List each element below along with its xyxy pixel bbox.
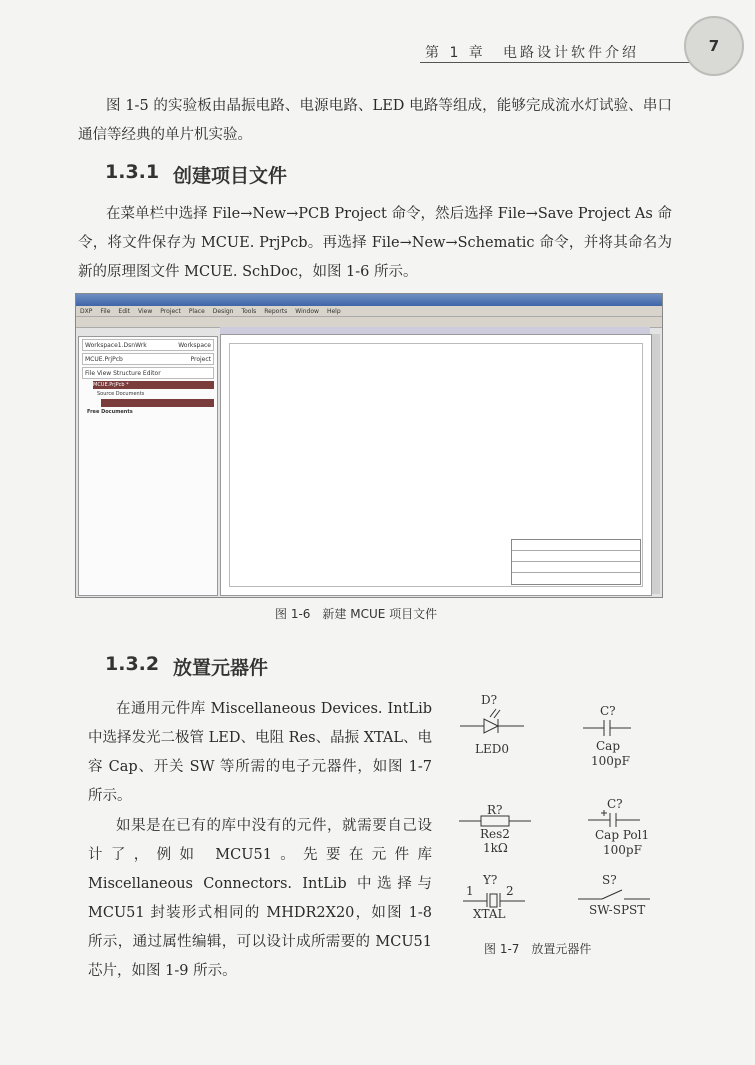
project-label: MCUE.PrjPcb <box>85 355 123 363</box>
menu-item[interactable]: Design <box>212 307 234 315</box>
window-titlebar <box>76 294 662 306</box>
workspace-button[interactable]: Workspace <box>178 341 211 349</box>
switch-symbol <box>578 886 650 904</box>
menu-item[interactable]: File <box>100 307 111 315</box>
cappol-name: Cap Pol1 <box>595 828 650 842</box>
sw-ref: S? <box>602 873 617 887</box>
tree-item-source-label: Source Documents <box>97 391 145 397</box>
menu-item[interactable]: View <box>138 307 153 315</box>
section-1-number: 1.3.1 <box>105 161 160 183</box>
section-1-title: 创建项目文件 <box>173 165 288 187</box>
chapter-label: 第 1 章 <box>425 45 486 61</box>
section-2-number: 1.3.2 <box>105 653 160 675</box>
figure-1-7-caption: 图 1-7 放置元器件 <box>484 942 592 956</box>
menu-item[interactable]: Reports <box>264 307 288 315</box>
xtal-pin-2: 2 <box>506 884 514 898</box>
cap-ref: C? <box>600 704 616 718</box>
chapter-title: 电路设计软件介绍 <box>503 45 639 61</box>
menu-bar <box>76 306 662 317</box>
header-rule <box>420 62 690 63</box>
led-name: LED0 <box>475 742 509 756</box>
res-ref: R? <box>487 803 503 817</box>
side-panel-strip <box>652 334 660 594</box>
figure-1-6-caption: 图 1-6 新建 MCUE 项目文件 <box>275 607 438 621</box>
components-figure <box>445 690 665 930</box>
title-block <box>511 539 641 585</box>
sw-name: SW-SPST <box>589 903 646 917</box>
projects-panel <box>78 336 218 596</box>
xtal-name: XTAL <box>473 907 506 921</box>
res-name: Res2 <box>480 827 510 841</box>
tree-item-source[interactable] <box>97 390 214 398</box>
workspace-label: Workspace1.DsnWrk <box>85 341 147 349</box>
xtal-ref: Y? <box>483 873 498 887</box>
page-number: 7 <box>684 16 744 76</box>
section-2-title: 放置元器件 <box>173 657 269 679</box>
led-ref: D? <box>481 693 498 707</box>
menu-item[interactable]: Place <box>188 307 205 315</box>
intro-paragraph: 图 1-5 的实验板由晶振电路、电源电路、LED 电路等组成，能够完成流水灯试验、串口通信等经典的单片机实验。 <box>78 98 672 143</box>
cappol-ref: C? <box>607 797 623 811</box>
xtal-pin-1: 1 <box>466 884 474 898</box>
led-symbol <box>460 706 530 740</box>
resistor-symbol <box>459 814 531 828</box>
menu-item[interactable]: Project <box>160 307 181 315</box>
section-1-body: 在菜单栏中选择 File→New→PCB Project 命令，然后选择 File→Save Project As 命令，将文件保存为 MCUE. PrjPcb。再选择 File→New→Schematic 命令，并将其命名为新的原理图文件 MCUE. SchDoc，如图 1-6 所示。 <box>78 206 672 280</box>
section-2-para-1: 在通用元件库 Miscellaneous Devices. IntLib 中选择发光二极管 LED、电阻 Res、晶振 XTAL、电容 Cap、开关 SW 等所需的电子元器件，如图 1-7 所示。 <box>88 701 432 804</box>
menu-item[interactable]: Window <box>295 307 319 315</box>
section-2-para-2: 如果是在已有的库中没有的元件，就需要自己设计了，例如 MCU51。先要在元件库 Miscellaneous Connectors. IntLib 中选择与 MCU51 封装形式相同的 MHDR2X20，如图 1-8 所示，通过属性编辑，可以设计成所需要的 MCU51 芯片，如图 1-9 所示。 <box>88 818 432 979</box>
res-value: 1kΩ <box>483 841 508 855</box>
crystal-symbol <box>463 890 525 908</box>
tree-item-schdoc[interactable] <box>101 399 214 407</box>
cap-name: Cap <box>596 739 621 753</box>
project-field[interactable] <box>82 353 214 365</box>
menu-item[interactable]: DXP <box>80 307 93 315</box>
cap-value: 100pF <box>591 754 630 768</box>
capacitor-symbol <box>583 718 633 738</box>
schematic-canvas[interactable] <box>220 334 652 596</box>
view-options-label: File View Structure Editor <box>85 369 161 377</box>
document-tabs <box>220 327 650 334</box>
polarized-capacitor-symbol <box>588 808 640 828</box>
menu-item[interactable]: Edit <box>118 307 131 315</box>
software-screenshot <box>75 293 663 598</box>
project-button[interactable]: Project <box>190 355 211 363</box>
tree-item-project[interactable] <box>93 381 214 389</box>
view-options[interactable] <box>82 367 214 379</box>
tree-item-free-label: Free Documents <box>87 409 133 415</box>
tree-item-free[interactable] <box>87 408 214 416</box>
menu-item[interactable]: Help <box>326 307 341 315</box>
cappol-value: 100pF <box>603 843 642 857</box>
tree-item-project-label: MCUE.PrjPcb * <box>93 382 129 388</box>
menu-item[interactable]: Tools <box>241 307 257 315</box>
workspace-field[interactable] <box>82 339 214 351</box>
